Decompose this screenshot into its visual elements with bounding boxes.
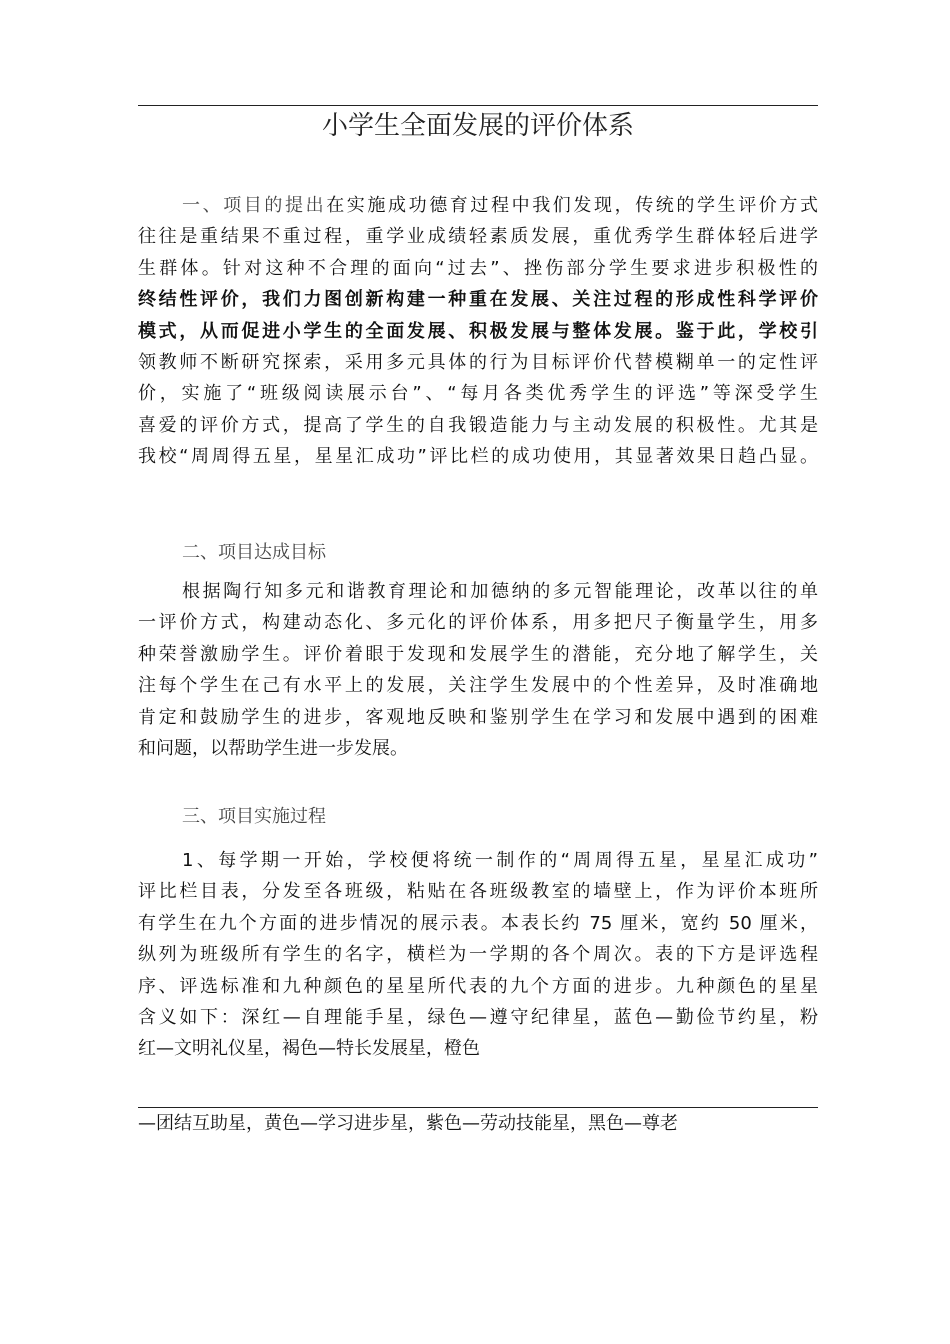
section-3 — [138, 801, 818, 832]
section-3-line-5: 序、评选标准和九种颜色的星星所代表的九个方面的进步。九种颜色的星星 — [138, 975, 818, 997]
section-2-line-5: 肯定和鼓励学生的进步，客观地反映和鉴别学生在学习和发展中遇到的困难 — [138, 706, 818, 728]
section-1-heading: 一、项目的提出 — [182, 195, 327, 216]
section-1 — [138, 190, 818, 473]
section-1-line-3: 生群体。针对这种不合理的面向“过去”、挫伤部分学生要求进步积极性的 — [138, 257, 818, 279]
section-2 — [138, 537, 818, 568]
section-3-line-3: 有学生在九个方面的进步情况的展示表。本表长约 75 厘米，宽约 50 厘米， — [138, 912, 818, 934]
section-2-line-1: 根据陶行知多元和谐教育理论和加德纳的多元智能理论，改革以往的单 — [182, 581, 818, 602]
section-1-line-5: 模式，从而促进小学生的全面发展、积极发展与整体发展。鉴于此，学校引 — [138, 320, 818, 342]
section-3-line-1: 1、每学期一开始，学校便将统一制作的“周周得五星，星星汇成功” — [182, 850, 818, 871]
section-1-line-1: 一、项目的提出在实施成功德育过程中我们发现，传统的学生评价方式 — [182, 195, 819, 216]
section-1-line-9: 我校“周周得五星，星星汇成功”评比栏的成功使用，其显著效果日趋凸显。 — [138, 446, 818, 468]
section-3-body — [138, 845, 818, 1065]
section-1-line-8: 喜爱的评价方式，提高了学生的自我锻造能力与主动发展的积极性。尤其是 — [138, 414, 818, 436]
section-2-line-6: 和问题，以帮助学生进一步发展。 — [138, 737, 408, 759]
section-3-heading: 三、项目实施过程 — [182, 806, 326, 827]
section-3-line-7: 红—文明礼仪星，褐色—特长发展星，橙色 — [138, 1038, 480, 1060]
section-1-line-7: 价，实施了“班级阅读展示台”、“每月各类优秀学生的评选”等深受学生 — [138, 383, 818, 405]
document-title: 小学生全面发展的评价体系 — [321, 111, 634, 141]
section-1-line-6: 领教师不断研究探索，采用多元具体的行为目标评价代替模糊单一的定性评 — [138, 351, 818, 373]
section-2-line-3: 种荣誉激励学生。评价着眼于发现和发展学生的潜能，充分地了解学生，关 — [138, 643, 818, 665]
section-2-line-4: 注每个学生在己有水平上的发展，关注学生发展中的个性差异，及时准确地 — [138, 675, 818, 697]
section-3-line-4: 纵列为班级所有学生的名字，横栏为一学期的各个周次。表的下方是评选程 — [138, 944, 818, 966]
section-2-line-2: 一评价方式，构建动态化、多元化的评价体系，用多把尺子衡量学生，用多 — [138, 612, 818, 634]
section-1-line-2: 往往是重结果不重过程，重学业成绩轻素质发展，重优秀学生群体轻后进学 — [138, 226, 818, 248]
continuation-line: —团结互助星，黄色—学习进步星，紫色—劳动技能星，黑色—尊老 — [138, 1113, 678, 1134]
section-2-body — [138, 576, 818, 764]
section-1-line-4: 终结性评价，我们力图创新构建一种重在发展、关注过程的形成性科学评价 — [138, 289, 818, 311]
section-3-line-6: 含义如下：深红—自理能手星，绿色—遵守纪律星，蓝色—勤俭节约星，粉 — [138, 1006, 818, 1028]
section-2-heading: 二、项目达成目标 — [182, 542, 326, 563]
continuation-text — [138, 1108, 818, 1139]
section-3-line-2: 评比栏目表，分发至各班级，粘贴在各班级教室的墙壁上，作为评价本班所 — [138, 881, 818, 903]
